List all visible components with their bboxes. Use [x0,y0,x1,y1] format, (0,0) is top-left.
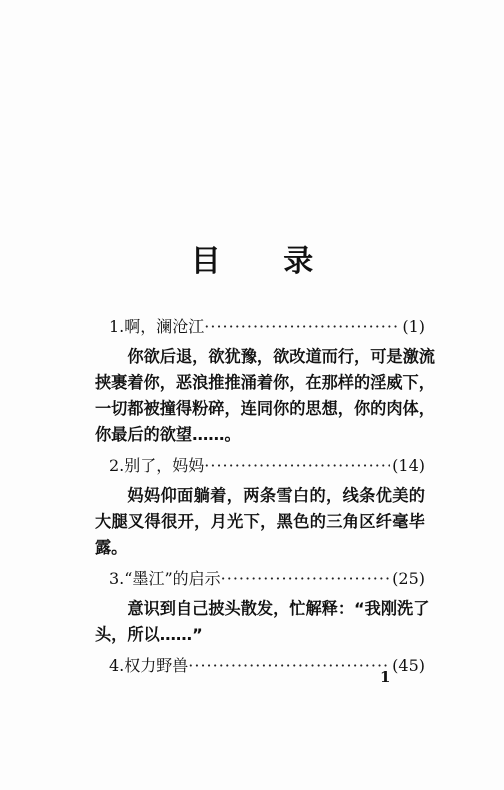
excerpt-line: 头，所以……” [95,625,203,644]
toc-entry-3[interactable] [95,564,425,594]
excerpt-line: 大腿叉得很开，月光下，黑色的三角区纤毫毕 [95,512,425,531]
toc-excerpt-2 [95,483,425,561]
toc-entry-1[interactable] [95,312,425,342]
excerpt-line: 你欲后退，欲犹豫，欲改道而行，可是激流 [127,347,435,366]
toc-entry-2[interactable] [95,451,425,481]
excerpt-line: 意识到自己披头散发，忙解释：“我刚洗了 [127,599,430,618]
toc-entry-page: (1) [402,317,425,336]
page-title: 目 录 [190,244,340,279]
excerpt-line: 挟裹着你，恶浪推推涌着你，在那样的淫威下， [95,373,435,392]
toc-entry-4[interactable] [95,651,425,681]
toc-entry-title: 4.权力野兽 [109,656,189,675]
toc-entry-title: 3.“墨江”的启示 [109,569,221,588]
page-number: 1 [380,668,391,686]
excerpt-line: 妈妈仰面躺着，两条雪白的，线条优美的 [127,486,425,505]
table-of-contents [95,312,435,681]
excerpt-line: 露。 [95,538,128,557]
leader-dots [204,451,390,481]
excerpt-line: 你最后的欲望……。 [95,425,241,444]
excerpt-line: 一切都被撞得粉碎，连同你的思想，你的肉体， [95,399,435,418]
leader-dots [204,312,400,342]
leader-dots [221,564,391,594]
toc-entry-page: (14) [392,456,425,475]
toc-excerpt-1 [95,344,435,448]
toc-excerpt-3 [95,596,430,648]
leader-dots [188,651,390,681]
toc-entry-title: 1.啊，澜沧江 [109,317,205,336]
toc-entry-page: (25) [392,569,425,588]
toc-entry-page: (45) [392,656,425,675]
toc-entry-title: 2.别了，妈妈 [109,456,205,475]
